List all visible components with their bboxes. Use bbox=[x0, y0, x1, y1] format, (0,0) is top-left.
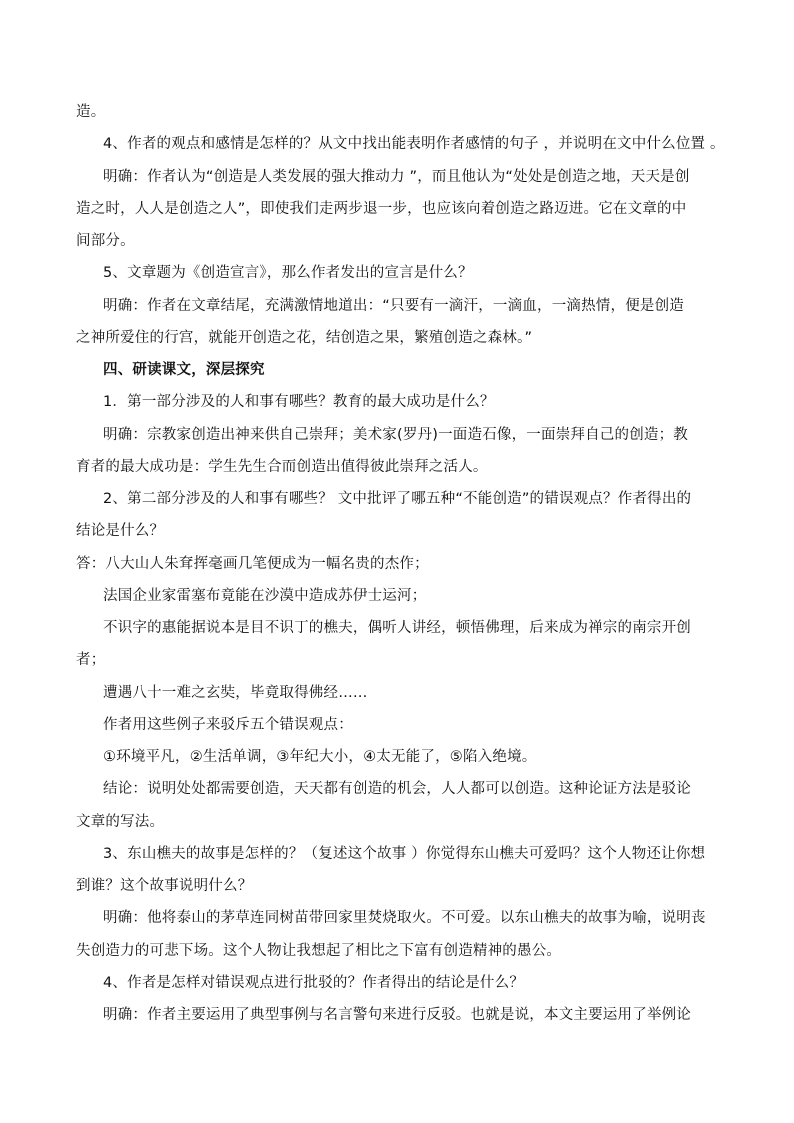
question-4b: 4、作者是怎样对错误观点进行批驳的？作者得出的结论是什么？ bbox=[103, 975, 525, 991]
answer-line: ①环境平凡，②生活单调，③年纪大小，④太无能了，⑤陷入绝境。 bbox=[103, 749, 537, 765]
question-2: 2、第二部分涉及的人和事有哪些？ 文中批评了哪五种“不能创造”的错误观点？作者得出的 bbox=[103, 491, 692, 507]
answer-line: 间部分。 bbox=[76, 233, 135, 249]
answer-line: 法国企业家雷塞布竟能在沙漠中造成苏伊士运河； bbox=[103, 588, 427, 604]
answer-line: 明确：作者认为“创造是人类发展的强大推动力 ”，而且他认为“处处是创造之地，天天是创 bbox=[103, 169, 690, 185]
text-line: 造。 bbox=[76, 104, 106, 120]
answer-line: 答：八大山人朱耷挥毫画几笔便成为一幅名贵的杰作； bbox=[76, 556, 429, 572]
answer-line: 明确：宗教家创造出神来供自己崇拜；美术家(罗丹)一面造石像，一面崇拜自己的创造；教 bbox=[103, 427, 689, 443]
question-5: 5、文章题为《创造宣言》，那么作者发出的宣言是什么？ bbox=[103, 265, 473, 281]
conclusion-line: 结论：说明处处都需要创造，天天都有创造的机会，人人都可以创造。这种论证方法是驳论 bbox=[103, 781, 691, 797]
question-4: 4、作者的观点和感情是怎样的？从文中找出能表明作者感情的句子 ，并说明在文中什么位置 。 bbox=[103, 136, 725, 152]
section-heading: 四、研读课文，深层探究 bbox=[103, 362, 265, 378]
answer-line: 明确：他将泰山的茅草连同树苗带回家里焚烧取火。不可爱。以东山樵夫的故事为喻，说明丧 bbox=[103, 910, 706, 926]
answer-line: 作者用这些例子来驳斥五个错误观点： bbox=[103, 717, 353, 733]
answer-line: 失创造力的可悲下场。这个人物让我想起了相比之下富有创造精神的愚公。 bbox=[76, 943, 562, 959]
answer-line: 明确：作者在文章结尾，充满激情地道出：“只要有一滴汗，一滴血，一滴热情，便是创造 bbox=[103, 298, 685, 314]
question-2-cont: 结论是什么？ bbox=[76, 523, 165, 539]
question-1: 1．第一部分涉及的人和事有哪些？教育的最大成功是什么？ bbox=[103, 394, 495, 410]
answer-line: 明确：作者主要运用了典型事例与名言警句来进行反驳。也就是说，本文主要运用了举例论 bbox=[103, 1007, 691, 1023]
answer-line: 不识字的惠能据说本是目不识丁的樵夫，偶听人讲经，顿悟佛理，后来成为禅宗的南宗开创 bbox=[103, 620, 691, 636]
question-3: 3、东山樵夫的故事是怎样的？（复述这个故事 ）你觉得东山樵夫可爱吗？这个人物还让你想 bbox=[103, 846, 706, 862]
question-3-cont: 到谁？这个故事说明什么？ bbox=[76, 878, 253, 894]
answer-line: 遭遇八十一难之玄奘，毕竟取得佛经…… bbox=[103, 685, 368, 701]
answer-line: 之神所爱住的行宫，就能开创造之花，结创造之果，繁殖创造之森林。” bbox=[76, 330, 533, 346]
conclusion-line: 文章的写法。 bbox=[76, 814, 165, 830]
answer-line: 造之时，人人是创造之人”，即使我们走两步退一步，也应该向着创造之路迈进。它在文章的中 bbox=[76, 201, 687, 217]
answer-line: 育者的最大成功是：学生先生合而创造出值得彼此崇拜之活人。 bbox=[76, 459, 488, 475]
answer-line: 者； bbox=[76, 652, 106, 668]
